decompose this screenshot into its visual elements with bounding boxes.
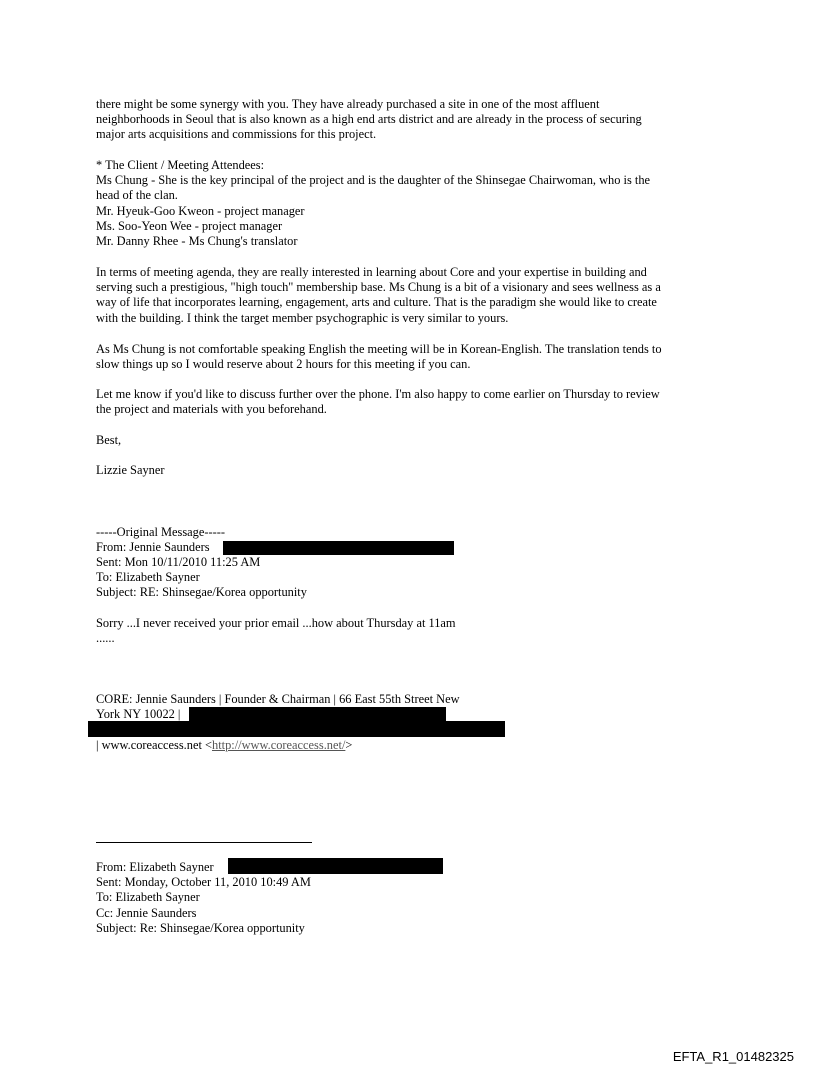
body-text-line: there might be some synergy with you. They have already purchased a site in one of the most affluent — [96, 97, 600, 111]
original-to: To: Elizabeth Sayner — [96, 570, 200, 584]
closing: Best, — [96, 433, 122, 447]
earlier-from: From: Elizabeth Sayner — [96, 860, 214, 874]
body-text-line: way of life that incorporates learning, engagement, arts and culture. That is the paradigm she would like to create — [96, 295, 657, 309]
message-separator — [96, 842, 312, 843]
redaction-bar — [228, 858, 443, 874]
earlier-to: To: Elizabeth Sayner — [96, 890, 200, 904]
body-text-line: the project and materials with you beforehand. — [96, 402, 327, 416]
attendee-line: Ms. Soo-Yeon Wee - project manager — [96, 219, 283, 233]
earlier-cc: Cc: Jennie Saunders — [96, 906, 197, 920]
redaction-bar — [88, 721, 505, 737]
website-suffix: > — [345, 738, 353, 752]
reply-text: Sorry ...I never received your prior email ...how about Thursday at 11am — [96, 616, 456, 630]
body-text-line: neighborhoods in Seoul that is also known as a high end arts district and are already in the process of securing — [96, 112, 642, 126]
document-id: EFTA_R1_01482325 — [672, 1049, 794, 1064]
earlier-sent: Sent: Monday, October 11, 2010 10:49 AM — [96, 875, 311, 889]
original-subject: Subject: RE: Shinsegae/Korea opportunity — [96, 585, 307, 599]
redaction-bar — [223, 541, 454, 555]
earlier-subject: Subject: Re: Shinsegae/Korea opportunity — [96, 921, 305, 935]
original-sent: Sent: Mon 10/11/2010 11:25 AM — [96, 555, 261, 569]
body-text-line: In terms of meeting agenda, they are really interested in learning about Core and your expertise in building and — [96, 265, 647, 279]
attendee-line: Mr. Hyeuk-Goo Kweon - project manager — [96, 204, 305, 218]
body-text-line: with the building. I think the target member psychographic is very similar to yours. — [96, 311, 509, 325]
attendee-line: head of the clan. — [96, 188, 178, 202]
signature: Lizzie Sayner — [96, 463, 165, 477]
attendees-heading: * The Client / Meeting Attendees: — [96, 158, 265, 172]
core-signature-line: CORE: Jennie Saunders | Founder & Chairman | 66 East 55th Street New — [96, 692, 460, 706]
attendee-line: Ms Chung - She is the key principal of the project and is the daughter of the Shinsegae Chairwoman, who is the — [96, 173, 651, 187]
redaction-bar — [189, 707, 446, 721]
body-text-line: slow things up so I would reserve about 2 hours for this meeting if you can. — [96, 357, 471, 371]
website-link[interactable]: http://www.coreaccess.net/ — [212, 738, 346, 752]
core-signature-line: York NY 10022 | — [96, 707, 181, 721]
original-from: From: Jennie Saunders — [96, 540, 210, 554]
core-website-line — [96, 738, 352, 753]
body-text-line: serving such a prestigious, "high touch" membership base. Ms Chung is a bit of a visionary and sees wellness as a — [96, 280, 661, 294]
body-text-line: Let me know if you'd like to discuss further over the phone. I'm also happy to come earlier on Thursday to review — [96, 387, 660, 401]
original-message-divider: -----Original Message----- — [96, 525, 226, 539]
body-text-line: major arts acquisitions and commissions for this project. — [96, 127, 377, 141]
attendee-line: Mr. Danny Rhee - Ms Chung's translator — [96, 234, 298, 248]
reply-text: ...... — [96, 631, 115, 645]
website-text: | www.coreaccess.net < — [96, 738, 212, 752]
body-text-line: As Ms Chung is not comfortable speaking English the meeting will be in Korean-English. The translation tends to — [96, 342, 662, 356]
